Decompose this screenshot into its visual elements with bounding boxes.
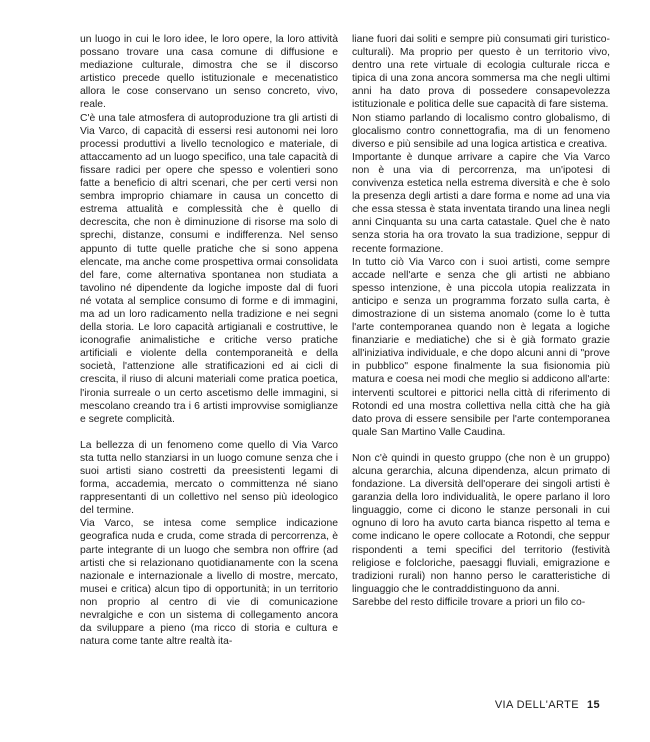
- paragraph: Via Varco, se intesa come semplice indicazione geografica nuda e cruda, come strada di percorrenza, è parte integrante di un luogo che sembra non offrire (ad artisti che si relazionano quotidianamente con la scena nazionale e internazionale a livello di mostre, mercato, musei e critica) alcun tipo di opportunità; in un territorio non proprio al centro di vie di comunicazione nevralgiche e con un sistema di collegamento ancora da sviluppare a pieno (ma ricco di storia e cultura e natura come tante altre realtà ita-: [80, 518, 338, 648]
- left-text-column: [80, 33, 338, 648]
- paragraph: Non stiamo parlando di localismo contro globalismo, di glocalismo contro connettografia, ma di un fenomeno diverso e più sensibile ad una logica artistica e creativa.: [352, 112, 610, 150]
- paragraph: un luogo in cui le loro idee, le loro opere, la loro attività possano trovare una casa comune di diffusione e mediazione culturale, dimostra che se il discorso artistico precede quello istituzionale e mecenatistico allora le cose conservano un senso concreto, vivo, reale.: [80, 34, 338, 111]
- paragraph: In tutto ciò Via Varco con i suoi artisti, come sempre accade nell'arte e senza che gli artisti ne abbiano spesso intenzione, è una piccola utopia realizzata in anticipo e senza un programma forzato sulla carta, è dimostrazione di un sistema anomalo (come lo è tutta l'arte contemporanea quando non è legata a logiche finanziarie e mediatiche) che si è già formato grazie all'iniziativa individuale, e che dopo alcuni anni di "prove in pubblico" espone finalmente la sua fisionomia più matura e coesa nei modi che meglio si addicono all'arte: interventi scultorei e pittorici nella città di riferimento di Rotondi ed una mostra collettiva nella città che ha già dato prova di essere sensibile per l'arte contemporanea quale San Martino Valle Caudina.: [352, 256, 610, 438]
- paragraph: Importante è dunque arrivare a capire che Via Varco non è una via di percorrenza, ma un'ipotesi di convivenza estetica nella estrema diversità e che è solo la presenza degli artisti a dare forma e nome ad una via che essa stessa è stata inventata tirando una linea negli anni Cinquanta su una carta catastale. Quel che è nato senza storia ha ora trovato la sua tradizione, seppur di recente formazione.: [352, 151, 610, 255]
- footer-section-title: VIA DELL'ARTE: [494, 699, 579, 711]
- right-text-column: [352, 33, 610, 609]
- paragraph: La bellezza di un fenomeno come quello di Via Varco sta tutta nello stanziarsi in un luogo comune senza che i suoi artisti siano costretti da preesistenti legami di forma, accademia, mercato o committenza né siano rappresentanti di un collettivo nel senso più ideologico del termine.: [80, 439, 338, 517]
- paragraph: liane fuori dai soliti e sempre più consumati giri turistico-culturali). Ma proprio per questo è un territorio vivo, dentro una rete virtuale di ecologia culturale ricca e tipica di una zona ancora sommersa ma che negli ultimi anni ha dato prova di possedere consapevolezza istituzionale e politica delle sue capacità di fare sistema.: [352, 34, 610, 111]
- paragraph: C'è una tale atmosfera di autoproduzione tra gli artisti di Via Varco, di capacità di essersi resi autonomi nei loro processi produttivi a livello tecnologico e materiale, di attaccamento ad un luogo specifico, una tale capacità di fissare radici per opere che spesso e volentieri sono fatte a beneficio di altri scenari, che per certi versi non sembra improprio chiamare in causa un concetto di estrema attualità e complessità che è quello di decrescita, che non è diminuzione di risorse ma solo di sprechi, distanze, consumi e indifferenza. Nel senso appunto di tutte quelle pratiche che si sono appena elencate, ma anche come prospettiva ormai consolidata del fare, come alternativa spontanea non studiata a tavolino né dipendente da logiche imposte dal di fuori né votata al semplice consumo di forme e di immagini, ma ad un loro radicamento nella tradizione e nei segni della storia. Le loro capacità artigianali e costruttive, le iconografie animalistiche e critiche verso pratiche artificiali e violente della contemporaneità e della società, l'attenzione alle stratificazioni ed ai cicli di crescita, il riuso di alcuni materiali come pratica poetica, l'ironia surreale o un certo ascetismo delle immagini, si mescolano creando tra i 6 artisti improvvise somiglianze e segrete complicità.: [80, 112, 338, 425]
- paragraph: Sarebbe del resto difficile trovare a priori un filo co-: [352, 596, 586, 608]
- page-number: 15: [586, 699, 600, 711]
- paragraph: Non c'è quindi in questo gruppo (che non è un gruppo) alcuna gerarchia, alcuna dipendenza, alcun primato di fondazione. La diversità dell'operare dei singoli artisti è garanzia della loro individualità, le opere parlano il loro linguaggio, come ci dicono le stanze personali in cui ognuno di loro ha avuto carta bianca rispetto al tema e come indicano le opere collocate a Rotondi, che seppur rispondenti a temi specifici del territorio (festività religiose e folcloriche, paesaggi fluviali, emigrazione e tradizioni rurali) non hanno perso le caratteristiche di linguaggio che le contraddistinguono da anni.: [352, 452, 610, 595]
- page-footer: [495, 699, 600, 711]
